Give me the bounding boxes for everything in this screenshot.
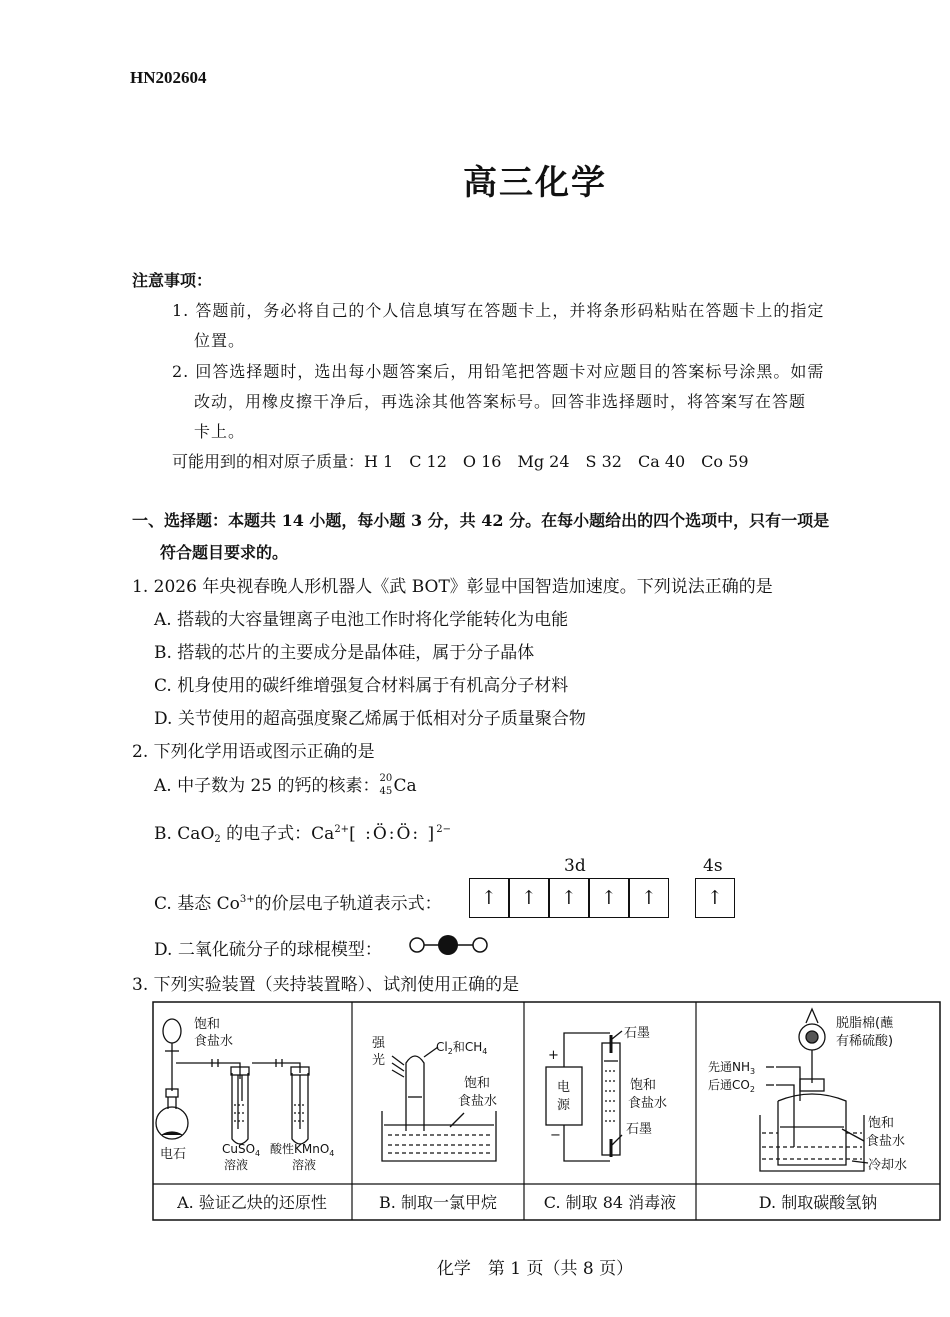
apparatus-b-label-3-sub: 2 (447, 1047, 453, 1056)
apparatus-a-label-4-main: CuSO (222, 1142, 256, 1156)
q2-option-b-text2: 的电子式：Ca (220, 824, 335, 844)
orbital-4s-box (695, 878, 735, 918)
apparatus-a-label-6-sub: 4 (329, 1149, 335, 1158)
q2-option-b-sub: 2 (214, 834, 221, 845)
q2-option-c-text: C. 基态 Co (154, 894, 240, 914)
q1-option-a: A. 搭载的大容量锂离子电池工作时将化学能转化为电能 (154, 610, 569, 630)
apparatus-a-label-2: 食盐水 (194, 1034, 234, 1049)
apparatus-d-label-1: 脱脂棉(蘸 (836, 1016, 894, 1031)
orbital-3d-box (589, 878, 629, 918)
notice-item-2-line-1: 2. 回答选择题时，选出每小题答案后，用铅笔把答题卡对应题目的答案标号涂黑。如需 (172, 362, 825, 381)
apparatus-b-label-3b: 和CH (452, 1040, 483, 1054)
q2-option-a (154, 771, 417, 797)
apparatus-table (152, 1001, 941, 1221)
up-arrow-icon: ↑ (641, 887, 657, 909)
apparatus-d-label-5: 饱和 (868, 1116, 895, 1131)
apparatus-b-label-2: 光 (372, 1053, 386, 1068)
caption-d: D. 制取碳酸氢钠 (758, 1193, 878, 1212)
apparatus-a-label-6 (270, 1141, 334, 1158)
q2-option-b-charge2: 2− (436, 824, 451, 835)
apparatus-d-label-3-sub: 3 (750, 1067, 756, 1076)
apparatus-b-label-3 (436, 1040, 487, 1056)
page-footer: 化学 第 1 页（共 8 页） (436, 1259, 634, 1279)
apparatus-d-label-4-sub: 2 (749, 1085, 755, 1094)
q2-option-c (154, 889, 442, 914)
up-arrow-icon: ↑ (601, 887, 617, 909)
ball-stick-model-icon (408, 934, 490, 956)
apparatus-d-label-2: 有稀硫酸) (836, 1034, 894, 1049)
q2-option-b-text: B. CaO (154, 824, 215, 844)
apparatus-c-graphite-top: 石墨 (624, 1026, 651, 1041)
apparatus-c-label-1: 饱和 (630, 1078, 657, 1093)
apparatus-a-label-1: 饱和 (194, 1017, 221, 1032)
nuclide-scripts (379, 772, 394, 797)
q3-stem: 3. 下列实验装置（夹持装置略）、试剂使用正确的是 (132, 975, 520, 995)
orbital-3d-box (469, 878, 509, 918)
q2-stem: 2. 下列化学用语或图示正确的是 (132, 742, 375, 762)
q1-option-c: C. 机身使用的碳纤维增强复合材料属于有机高分子材料 (154, 676, 569, 696)
q2-option-a-text: A. 中子数为 25 的钙的核素： (154, 776, 380, 796)
nuclide-mass: 20 (379, 772, 393, 784)
atomic-masses: 可能用到的相对原子质量：H 1 C 12 O 16 Mg 24 S 32 Ca 40 Co 59 (172, 452, 749, 471)
apparatus-a-label-5: 溶液 (224, 1158, 249, 1172)
apparatus-c-power-1: 电 (557, 1080, 571, 1095)
nuclide-symbol: Ca (393, 776, 417, 796)
up-arrow-icon: ↑ (481, 887, 497, 909)
section-heading-line-1: 一、选择题：本题共 14 小题，每小题 3 分，共 42 分。在每小题给出的四个选项中，只有一项是 (132, 511, 830, 530)
caption-a: A. 验证乙炔的还原性 (177, 1193, 327, 1212)
apparatus-b-label-5: 食盐水 (458, 1094, 498, 1109)
apparatus-a-label-4-sub: 4 (255, 1149, 261, 1158)
notice-item-2-line-3: 卡上。 (194, 422, 246, 441)
orbital-3d-box (629, 878, 669, 918)
q2-option-b-charge: 2+ (334, 824, 350, 835)
apparatus-a-label-7: 溶液 (292, 1158, 317, 1172)
apparatus-b-label-4: 饱和 (464, 1076, 491, 1091)
notice-item-1-line-2: 位置。 (194, 331, 246, 350)
orbital-label-4s: 4s (703, 856, 723, 876)
q1-option-b: B. 搭载的芯片的主要成分是晶体硅，属于分子晶体 (154, 643, 535, 663)
caption-b: B. 制取一氯甲烷 (379, 1193, 497, 1212)
apparatus-d-label-3 (708, 1059, 755, 1076)
up-arrow-icon: ↑ (521, 887, 537, 909)
apparatus-c-power-2: 源 (557, 1098, 571, 1113)
apparatus-b-label-3b-sub: 4 (482, 1047, 488, 1056)
apparatus-d-label-6: 食盐水 (866, 1134, 906, 1149)
orbital-3d-box (509, 878, 549, 918)
apparatus-d-label-4-main: 后通CO (708, 1078, 750, 1092)
exam-code: HN202604 (130, 68, 207, 87)
q2-option-d: D. 二氧化硫分子的球棍模型： (154, 940, 382, 960)
apparatus-d-label-3-main: 先通NH (708, 1060, 751, 1074)
apparatus-c-graphite-bottom: 石墨 (626, 1122, 653, 1137)
apparatus-c-minus: − (550, 1128, 561, 1143)
apparatus-b-label-1: 强 (372, 1036, 386, 1051)
apparatus-b-label-3-main: Cl (436, 1040, 448, 1054)
nuclide-atomic: 45 (379, 785, 393, 797)
q2-option-c-charge: 3+ (239, 894, 255, 905)
q1-option-d: D. 关节使用的超高强度聚乙烯属于低相对分子质量聚合物 (154, 709, 586, 729)
q2-option-b (154, 819, 451, 845)
caption-c: C. 制取 84 消毒液 (543, 1193, 677, 1212)
notice-item-2-line-2: 改动，用橡皮擦干净后，再选涂其他答案标号。回答非选择题时，将答案写在答题 (194, 392, 807, 411)
apparatus-c-plus: + (548, 1048, 559, 1063)
apparatus-a-label-3: 电石 (160, 1147, 187, 1162)
electron-formula: [ :Ö:Ö: ] (349, 824, 437, 844)
q1-stem: 1. 2026 年央视春晚人形机器人《武 BOT》彰显中国智造加速度。下列说法正确的是 (132, 577, 773, 597)
notice-item-1-line-1: 1. 答题前，务必将自己的个人信息填写在答题卡上，并将条形码粘贴在答题卡上的指定 (172, 301, 825, 320)
apparatus-a-label-4 (222, 1142, 260, 1158)
notice-heading: 注意事项： (132, 271, 213, 290)
apparatus-d-label-4 (708, 1078, 755, 1094)
section-heading-line-2: 符合题目要求的。 (160, 543, 289, 562)
orbital-label-3d: 3d (564, 856, 586, 876)
q2-option-c-text2: 的价层电子轨道表示式： (254, 894, 442, 914)
apparatus-d-label-7: 冷却水 (868, 1158, 908, 1173)
apparatus-a-label-6-main: 酸性KMnO (270, 1142, 330, 1156)
page-title: 高三化学 (463, 163, 607, 203)
orbital-3d-box (549, 878, 589, 918)
up-arrow-icon: ↑ (707, 887, 723, 909)
apparatus-c-label-2: 食盐水 (628, 1096, 668, 1111)
up-arrow-icon: ↑ (561, 887, 577, 909)
